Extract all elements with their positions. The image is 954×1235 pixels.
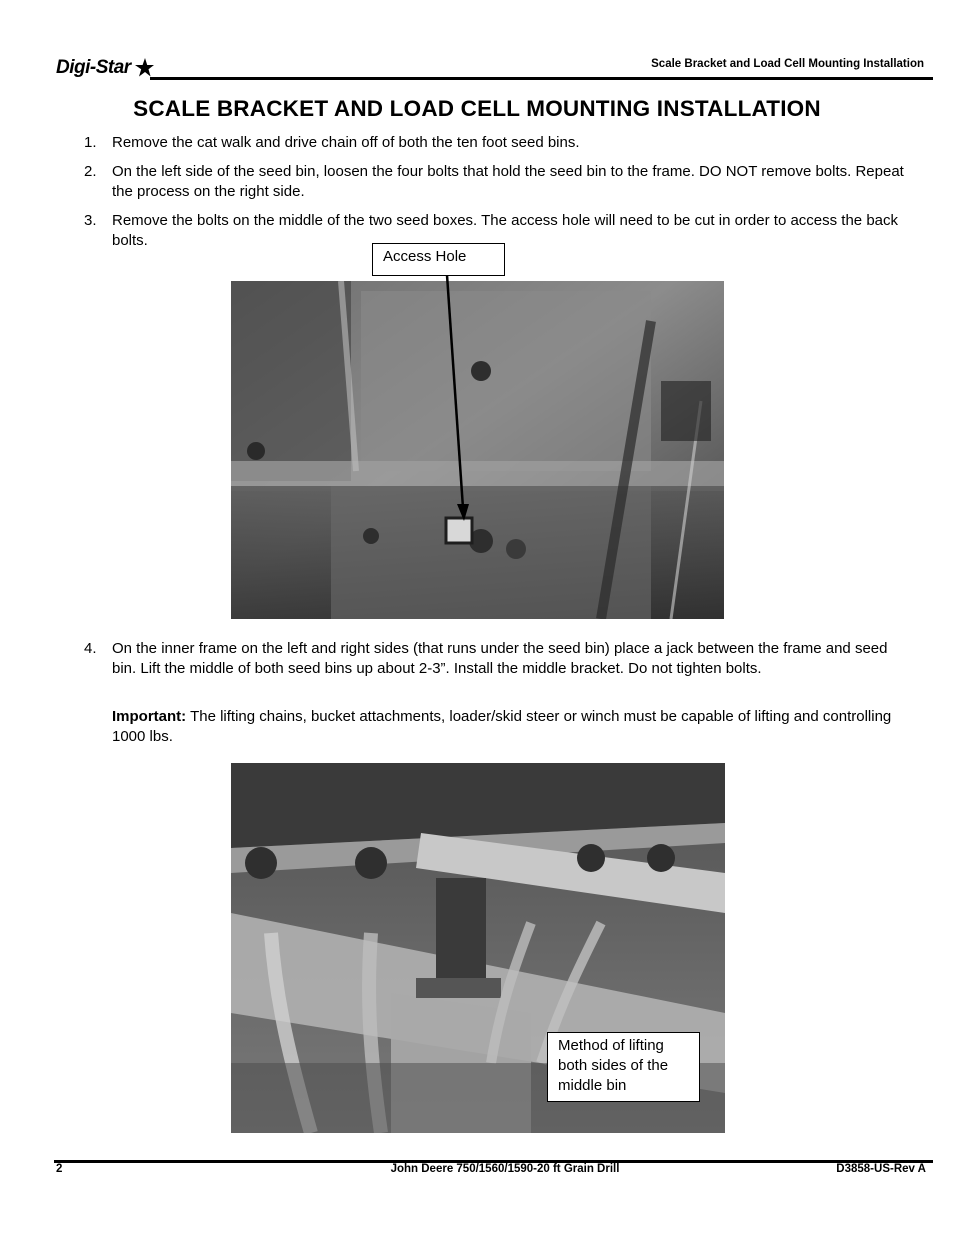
page-number: 2 (56, 1163, 63, 1175)
step-text: On the left side of the seed bin, loosen the four bolts that hold the seed bin to the frame. DO NOT remove bolts. Repeat the process on the right side. (112, 163, 904, 200)
step-text: Remove the cat walk and drive chain off of both the ten foot seed bins. (112, 134, 580, 151)
star-icon (132, 58, 154, 78)
step-1 (84, 133, 914, 153)
step-number: 3. (84, 212, 97, 229)
step-2 (84, 162, 914, 202)
step-number: 4. (84, 640, 97, 657)
page-title: SCALE BRACKET AND LOAD CELL MOUNTING INSTALLATION (133, 96, 821, 121)
important-note (112, 707, 912, 747)
step-text: On the inner frame on the left and right sides (that runs under the seed bin) place a jack between the frame and seed bin. Lift the middle of both seed bins up about 2-3”. Install the middle bracket. Do not tighten bolts. (112, 640, 888, 677)
step-4 (84, 639, 914, 679)
logo-text: Digi-Star (56, 57, 131, 78)
callout-access-hole: Access Hole (372, 243, 505, 276)
important-label: Important: (112, 708, 187, 725)
header-rule (150, 77, 933, 80)
callout-lifting-method: Method of lifting both sides of the middle bin (547, 1032, 700, 1102)
callout-arrow (430, 270, 480, 525)
step-number: 1. (84, 134, 97, 151)
footer-product: John Deere 750/1560/1590-20 ft Grain Drill (390, 1163, 620, 1175)
step-text: Remove the bolts on the middle of the two seed boxes. The access hole will need to be cut in order to access the back bolts. (112, 212, 899, 249)
header-section-title: Scale Bracket and Load Cell Mounting Installation (651, 58, 924, 70)
step-number: 2. (84, 163, 97, 180)
digi-star-logo (56, 56, 154, 80)
important-text: The lifting chains, bucket attachments, loader/skid steer or winch must be capable of lifting and controlling 1000 lbs. (112, 708, 892, 745)
footer-doc-id: D3858-US-Rev A (836, 1163, 926, 1175)
